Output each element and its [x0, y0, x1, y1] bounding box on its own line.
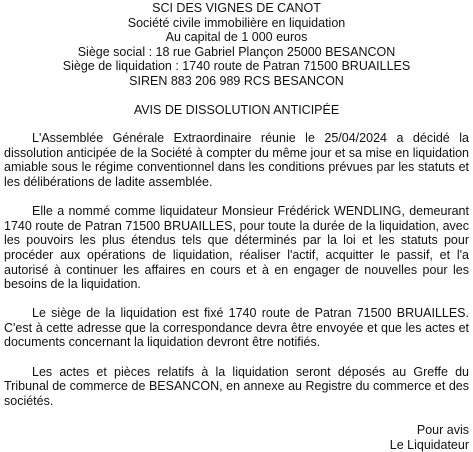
- closing-liquidator: Le Liquidateur: [389, 437, 469, 452]
- closing-pour-avis: Pour avis: [416, 423, 469, 438]
- company-form: Société civile immobilière en liquidation: [127, 15, 346, 30]
- notice-title: AVIS DE DISSOLUTION ANTICIPÉE: [133, 102, 340, 117]
- company-capital: Au capital de 1 000 euros: [165, 30, 308, 45]
- company-name: SCI DES VIGNES DE CANOT: [152, 1, 321, 15]
- company-header: [4, 1, 469, 89]
- liquidation-office: Siège de liquidation : 1740 route de Patran 71500 BRUAILLES: [62, 59, 411, 74]
- paragraph-dissolution: L'Assemblée Générale Extraordinaire réunie le 25/04/2024 a décidé la dissolution anticipée de la Société à compter du même jour et sa mise en liquidation amiable sous le régime conventionnel dans les conditions prévues par les statuts et les délibérations de ladite assemblée.: [4, 131, 469, 189]
- signature-block: [4, 423, 469, 452]
- paragraph-filing: Les actes et pièces relatifs à la liquidation seront déposés au Greffe du Tribunal de commerce de BESANCON, en annexe au Registre du commerce et des sociétés.: [4, 364, 469, 408]
- registered-office: Siège social : 18 rue Gabriel Plançon 25000 BESANCON: [77, 44, 396, 59]
- siren-number: SIREN 883 206 989 RCS BESANCON: [129, 73, 344, 88]
- paragraph-liquidator: Elle a nommé comme liquidateur Monsieur Frédérick WENDLING, demeurant 1740 route de Patran 71500 BRUAILLES, pour toute la durée de la liquidation, avec les pouvoirs les plus étendus tels que déterminés par la loi et les statuts pour procéder aux opérations de liquidation, réaliser l'actif, acquitter le passif, et l'a autorisé à continuer les affaires en cours et à en engager de nouvelles pour les besoins de la liquidation.: [4, 204, 469, 292]
- paragraph-liquidation-seat: Le siège de la liquidation est fixé 1740 route de Patran 71500 BRUAILLES. C'est à cette adresse que la correspondance devra être envoyée et que les actes et documents concernant la liquidation devront être notifiés.: [4, 306, 469, 350]
